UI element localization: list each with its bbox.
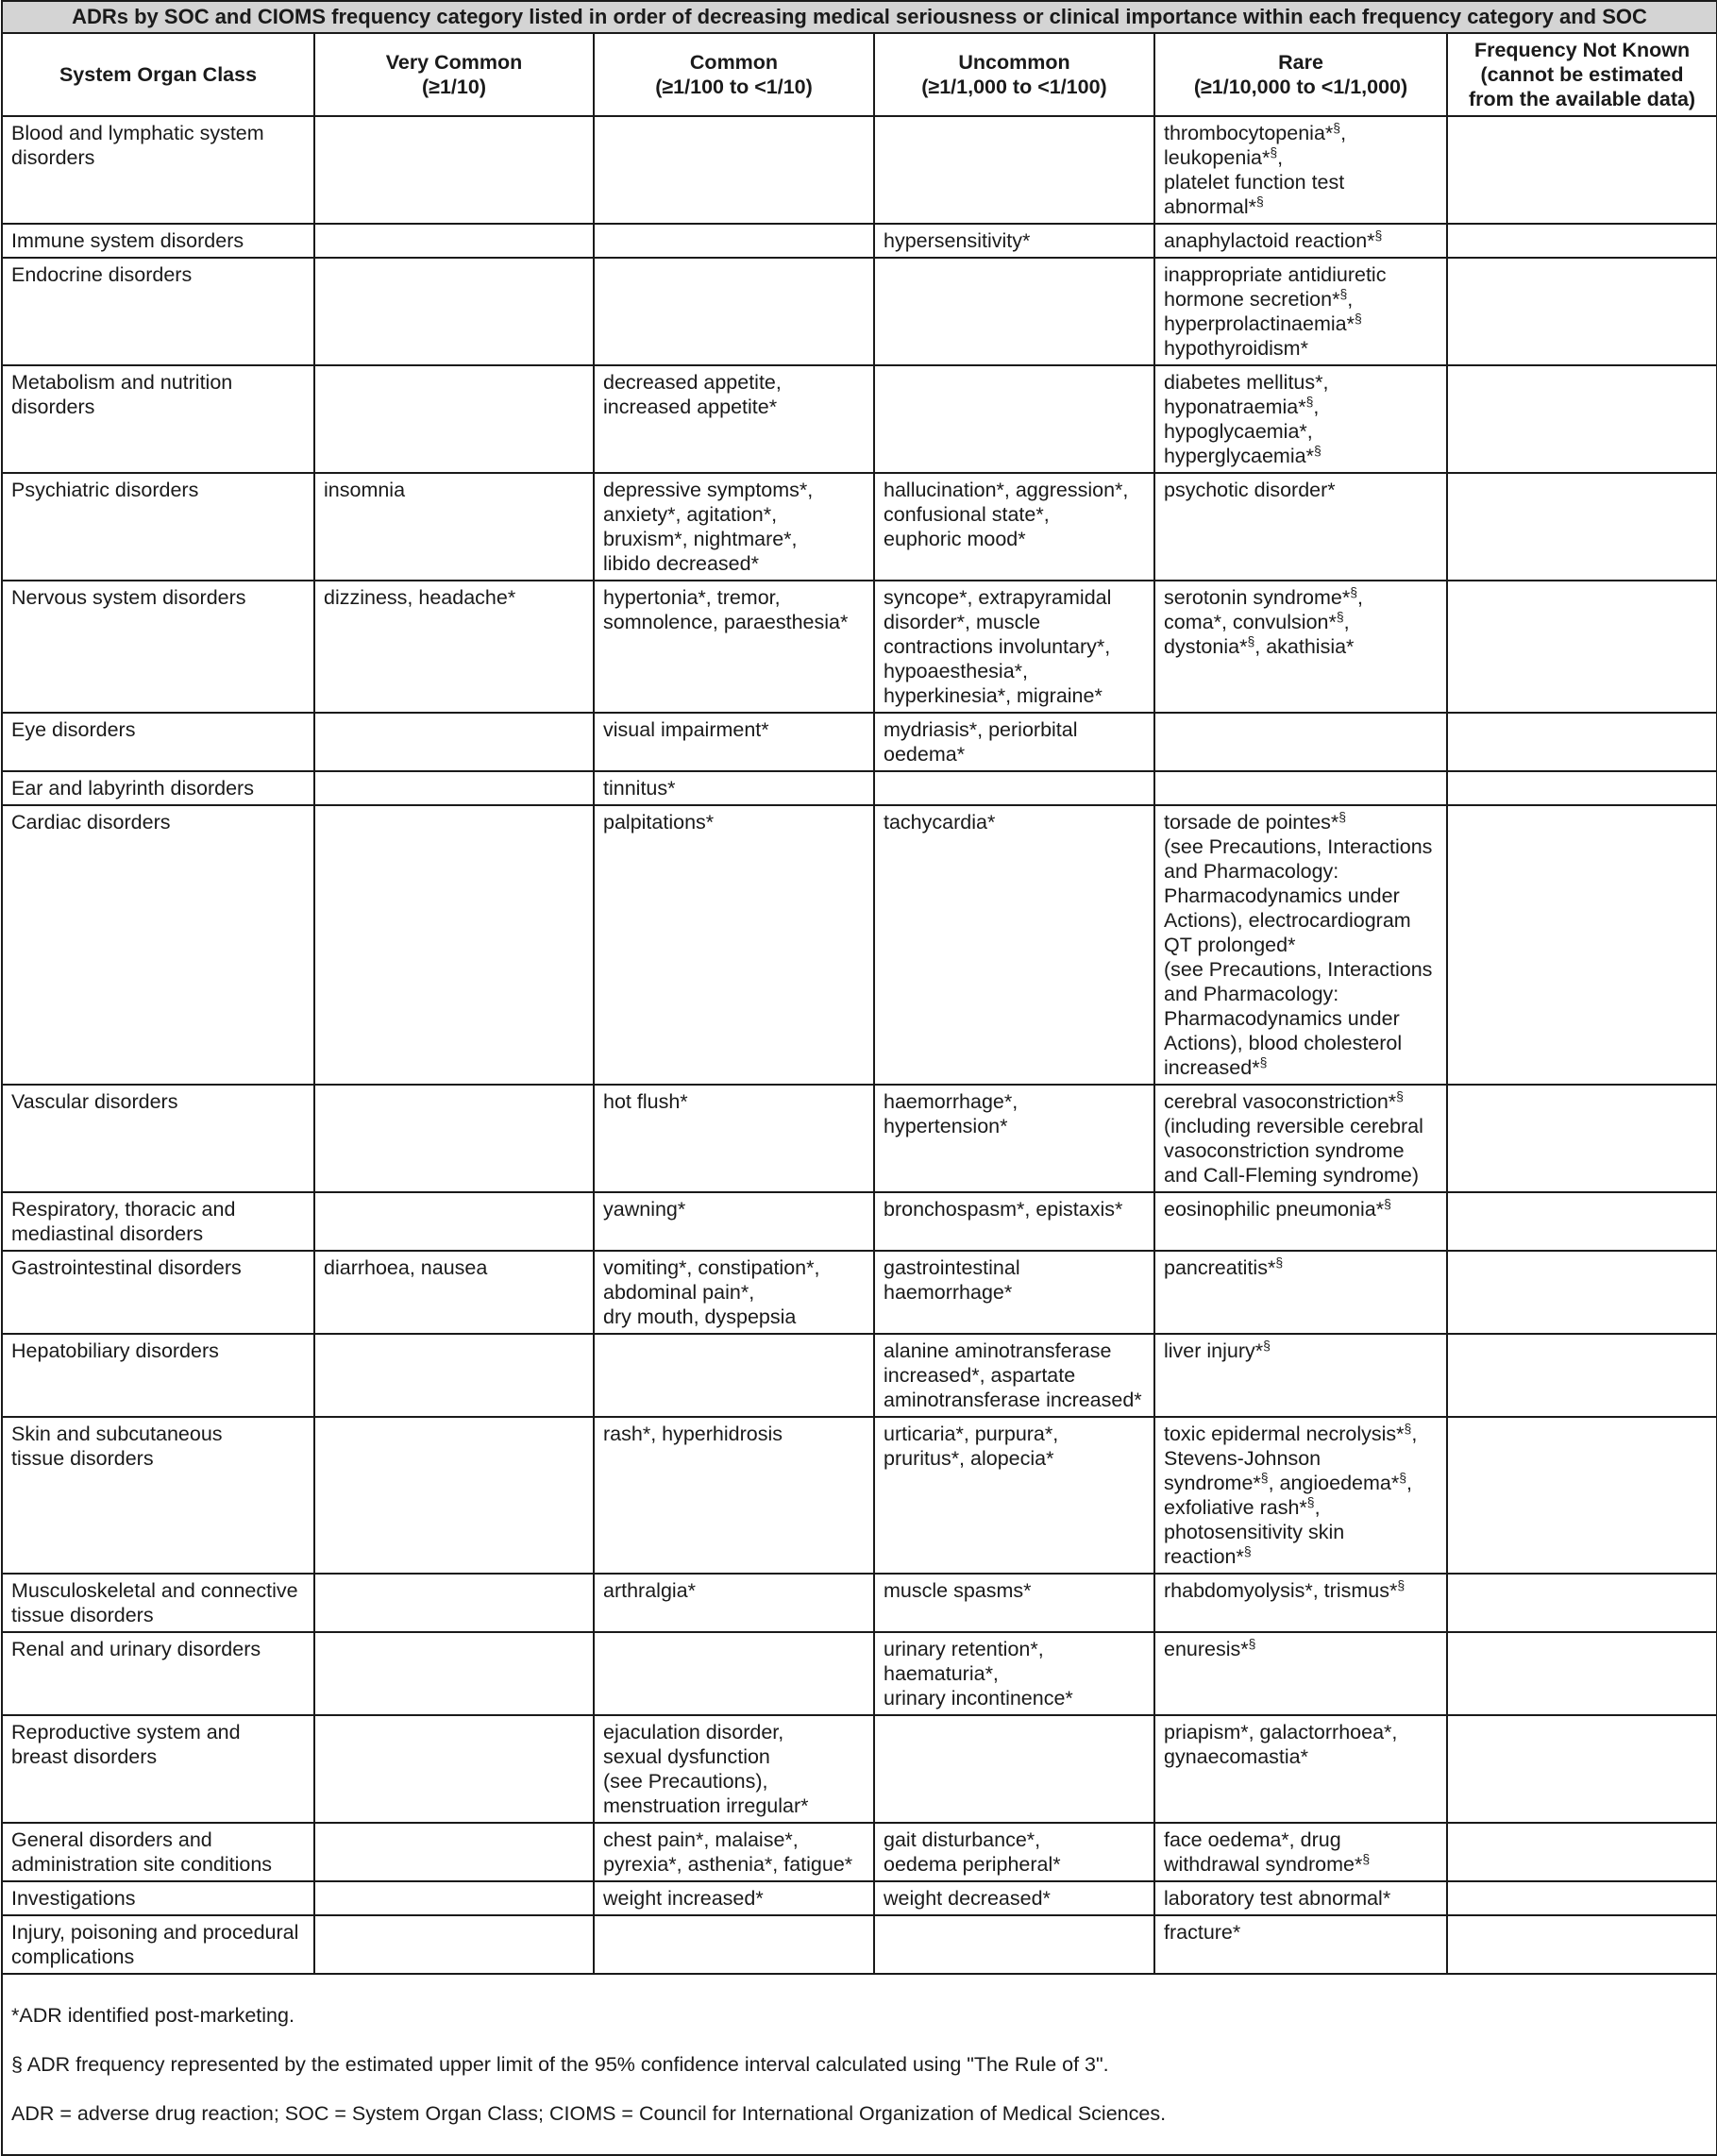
cell-rare: enuresis*§	[1154, 1632, 1447, 1715]
cell-uncommon	[874, 1915, 1154, 1974]
cell-uncommon: hallucination*, aggression*, confusional state*, euphoric mood*	[874, 473, 1154, 581]
cell-uncommon: tachycardia*	[874, 805, 1154, 1085]
header-uncommon: Uncommon (≥1/1,000 to <1/100)	[874, 33, 1154, 116]
cell-very-common	[314, 1632, 594, 1715]
cell-common: yawning*	[594, 1192, 874, 1251]
cell-common	[594, 116, 874, 224]
adr-table	[1, 0, 1717, 2156]
cell-soc: Skin and subcutaneous tissue disorders	[2, 1417, 314, 1574]
cell-not-known	[1447, 473, 1717, 581]
footnote-section: § ADR frequency represented by the estimated upper limit of the 95% confidence interval calculated using "The Rule of 3".	[11, 2053, 1109, 2076]
cell-common	[594, 224, 874, 258]
cell-very-common	[314, 365, 594, 473]
cell-not-known	[1447, 1881, 1717, 1915]
table-title: ADRs by SOC and CIOMS frequency category listed in order of decreasing medical seriousness or clinical importance within each frequency category and SOC	[2, 1, 1717, 33]
cell-rare: face oedema*, drug withdrawal syndrome*§	[1154, 1823, 1447, 1881]
cell-soc: Vascular disorders	[2, 1085, 314, 1192]
cell-rare: serotonin syndrome*§, coma*, convulsion*§, dystonia*§, akathisia*	[1154, 581, 1447, 713]
cell-very-common: insomnia	[314, 473, 594, 581]
cell-soc: Psychiatric disorders	[2, 473, 314, 581]
cell-rare: toxic epidermal necrolysis*§, Stevens-Johnson syndrome*§, angioedema*§, exfoliative rash*§, photosensitivity skin reaction*§	[1154, 1417, 1447, 1574]
cell-soc: Investigations	[2, 1881, 314, 1915]
cell-uncommon: alanine aminotransferase increased*, aspartate aminotransferase increased*	[874, 1334, 1154, 1417]
table-row	[2, 258, 1717, 365]
cell-not-known	[1447, 1915, 1717, 1974]
table-body	[2, 116, 1717, 1974]
table-row	[2, 1085, 1717, 1192]
cell-not-known	[1447, 581, 1717, 713]
cell-rare: diabetes mellitus*, hyponatraemia*§, hypoglycaemia*, hyperglycaemia*§	[1154, 365, 1447, 473]
cell-uncommon	[874, 771, 1154, 805]
cell-uncommon: weight decreased*	[874, 1881, 1154, 1915]
cell-very-common: dizziness, headache*	[314, 581, 594, 713]
cell-common: depressive symptoms*, anxiety*, agitation*, bruxism*, nightmare*, libido decreased*	[594, 473, 874, 581]
cell-soc: Ear and labyrinth disorders	[2, 771, 314, 805]
cell-uncommon: bronchospasm*, epistaxis*	[874, 1192, 1154, 1251]
cell-common	[594, 1915, 874, 1974]
cell-rare: rhabdomyolysis*, trismus*§	[1154, 1574, 1447, 1632]
cell-rare: psychotic disorder*	[1154, 473, 1447, 581]
cell-not-known	[1447, 1334, 1717, 1417]
table-row	[2, 1632, 1717, 1715]
cell-rare: fracture*	[1154, 1915, 1447, 1974]
cell-rare	[1154, 713, 1447, 771]
cell-common: decreased appetite, increased appetite*	[594, 365, 874, 473]
table-row	[2, 581, 1717, 713]
cell-soc: Injury, poisoning and procedural complications	[2, 1915, 314, 1974]
cell-not-known	[1447, 805, 1717, 1085]
cell-uncommon: gastrointestinal haemorrhage*	[874, 1251, 1154, 1334]
cell-common: rash*, hyperhidrosis	[594, 1417, 874, 1574]
header-common: Common (≥1/100 to <1/10)	[594, 33, 874, 116]
cell-not-known	[1447, 1823, 1717, 1881]
cell-common: ejaculation disorder, sexual dysfunction (see Precautions), menstruation irregular*	[594, 1715, 874, 1823]
cell-very-common	[314, 1823, 594, 1881]
cell-common: vomiting*, constipation*, abdominal pain*, dry mouth, dyspepsia	[594, 1251, 874, 1334]
cell-soc: Blood and lymphatic system disorders	[2, 116, 314, 224]
cell-rare: inappropriate antidiuretic hormone secretion*§, hyperprolactinaemia*§ hypothyroidism*	[1154, 258, 1447, 365]
cell-rare: anaphylactoid reaction*§	[1154, 224, 1447, 258]
cell-common	[594, 1334, 874, 1417]
table-row	[2, 1823, 1717, 1881]
table-row	[2, 1881, 1717, 1915]
cell-soc: Gastrointestinal disorders	[2, 1251, 314, 1334]
cell-common: visual impairment*	[594, 713, 874, 771]
table-row	[2, 1417, 1717, 1574]
cell-not-known	[1447, 771, 1717, 805]
cell-soc: Cardiac disorders	[2, 805, 314, 1085]
cell-soc: Metabolism and nutrition disorders	[2, 365, 314, 473]
cell-common	[594, 1632, 874, 1715]
table-row	[2, 1251, 1717, 1334]
cell-not-known	[1447, 1251, 1717, 1334]
cell-very-common	[314, 1881, 594, 1915]
cell-common: palpitations*	[594, 805, 874, 1085]
cell-common: hot flush*	[594, 1085, 874, 1192]
table-row	[2, 713, 1717, 771]
table-row	[2, 1915, 1717, 1974]
cell-not-known	[1447, 1085, 1717, 1192]
cell-uncommon: urticaria*, purpura*, pruritus*, alopecia*	[874, 1417, 1154, 1574]
table-row	[2, 1192, 1717, 1251]
cell-soc: Eye disorders	[2, 713, 314, 771]
cell-not-known	[1447, 1417, 1717, 1574]
cell-rare: laboratory test abnormal*	[1154, 1881, 1447, 1915]
table-row	[2, 1574, 1717, 1632]
table-row	[2, 116, 1717, 224]
cell-not-known	[1447, 713, 1717, 771]
cell-common: tinnitus*	[594, 771, 874, 805]
cell-soc: Nervous system disorders	[2, 581, 314, 713]
cell-not-known	[1447, 1715, 1717, 1823]
cell-rare	[1154, 771, 1447, 805]
cell-soc: Hepatobiliary disorders	[2, 1334, 314, 1417]
cell-common	[594, 258, 874, 365]
cell-soc: Musculoskeletal and connective tissue disorders	[2, 1574, 314, 1632]
cell-soc: Renal and urinary disorders	[2, 1632, 314, 1715]
cell-soc: Reproductive system and breast disorders	[2, 1715, 314, 1823]
cell-very-common	[314, 224, 594, 258]
cell-very-common	[314, 1334, 594, 1417]
cell-very-common	[314, 1192, 594, 1251]
table-row	[2, 365, 1717, 473]
cell-very-common	[314, 771, 594, 805]
cell-not-known	[1447, 1192, 1717, 1251]
cell-uncommon: muscle spasms*	[874, 1574, 1154, 1632]
cell-not-known	[1447, 224, 1717, 258]
table-row	[2, 1715, 1717, 1823]
cell-very-common	[314, 805, 594, 1085]
cell-not-known	[1447, 116, 1717, 224]
cell-common: arthralgia*	[594, 1574, 874, 1632]
cell-rare: pancreatitis*§	[1154, 1251, 1447, 1334]
header-rare: Rare (≥1/10,000 to <1/1,000)	[1154, 33, 1447, 116]
table-row	[2, 473, 1717, 581]
table-row	[2, 224, 1717, 258]
cell-soc: Immune system disorders	[2, 224, 314, 258]
cell-not-known	[1447, 365, 1717, 473]
cell-very-common	[314, 1085, 594, 1192]
cell-rare: torsade de pointes*§ (see Precautions, Interactions and Pharmacology: Pharmacodynamics under Actions), electrocardiogram QT prolonged* (see Precautions, Interactions and Pharmacology: Pharmacodynamics under Actions), blood cholesterol increased*§	[1154, 805, 1447, 1085]
cell-soc: Endocrine disorders	[2, 258, 314, 365]
cell-not-known	[1447, 258, 1717, 365]
cell-uncommon: haemorrhage*, hypertension*	[874, 1085, 1154, 1192]
cell-common: hypertonia*, tremor, somnolence, paraesthesia*	[594, 581, 874, 713]
cell-very-common	[314, 116, 594, 224]
header-row	[2, 33, 1717, 116]
cell-uncommon	[874, 258, 1154, 365]
cell-not-known	[1447, 1632, 1717, 1715]
table-row	[2, 1334, 1717, 1417]
table-footnotes	[2, 1974, 1717, 2155]
cell-uncommon: gait disturbance*, oedema peripheral*	[874, 1823, 1154, 1881]
header-soc: System Organ Class	[2, 33, 314, 116]
cell-uncommon	[874, 116, 1154, 224]
cell-very-common	[314, 713, 594, 771]
cell-uncommon: mydriasis*, periorbital oedema*	[874, 713, 1154, 771]
cell-soc: General disorders and administration site conditions	[2, 1823, 314, 1881]
cell-very-common: diarrhoea, nausea	[314, 1251, 594, 1334]
cell-rare: cerebral vasoconstriction*§ (including reversible cerebral vasoconstriction syndrome and Call-Fleming syndrome)	[1154, 1085, 1447, 1192]
header-not-known: Frequency Not Known (cannot be estimated from the available data)	[1447, 33, 1717, 116]
cell-uncommon: hypersensitivity*	[874, 224, 1154, 258]
cell-very-common	[314, 258, 594, 365]
cell-uncommon: syncope*, extrapyramidal disorder*, muscle contractions involuntary*, hypoaesthesia*, hyperkinesia*, migraine*	[874, 581, 1154, 713]
cell-common: chest pain*, malaise*, pyrexia*, asthenia*, fatigue*	[594, 1823, 874, 1881]
cell-very-common	[314, 1417, 594, 1574]
cell-rare: thrombocytopenia*§, leukopenia*§, platelet function test abnormal*§	[1154, 116, 1447, 224]
cell-rare: priapism*, galactorrhoea*, gynaecomastia*	[1154, 1715, 1447, 1823]
cell-very-common	[314, 1715, 594, 1823]
cell-uncommon: urinary retention*, haematuria*, urinary incontinence*	[874, 1632, 1154, 1715]
cell-soc: Respiratory, thoracic and mediastinal disorders	[2, 1192, 314, 1251]
cell-not-known	[1447, 1574, 1717, 1632]
cell-uncommon	[874, 365, 1154, 473]
footnote-asterisk: *ADR identified post-marketing.	[11, 2004, 295, 2027]
cell-rare: eosinophilic pneumonia*§	[1154, 1192, 1447, 1251]
cell-very-common	[314, 1915, 594, 1974]
cell-very-common	[314, 1574, 594, 1632]
table-row	[2, 805, 1717, 1085]
table-row	[2, 771, 1717, 805]
cell-uncommon	[874, 1715, 1154, 1823]
header-very-common: Very Common (≥1/10)	[314, 33, 594, 116]
cell-rare: liver injury*§	[1154, 1334, 1447, 1417]
footnote-abbreviations: ADR = adverse drug reaction; SOC = System Organ Class; CIOMS = Council for International Organization of Medical Sciences.	[11, 2102, 1167, 2125]
cell-common: weight increased*	[594, 1881, 874, 1915]
